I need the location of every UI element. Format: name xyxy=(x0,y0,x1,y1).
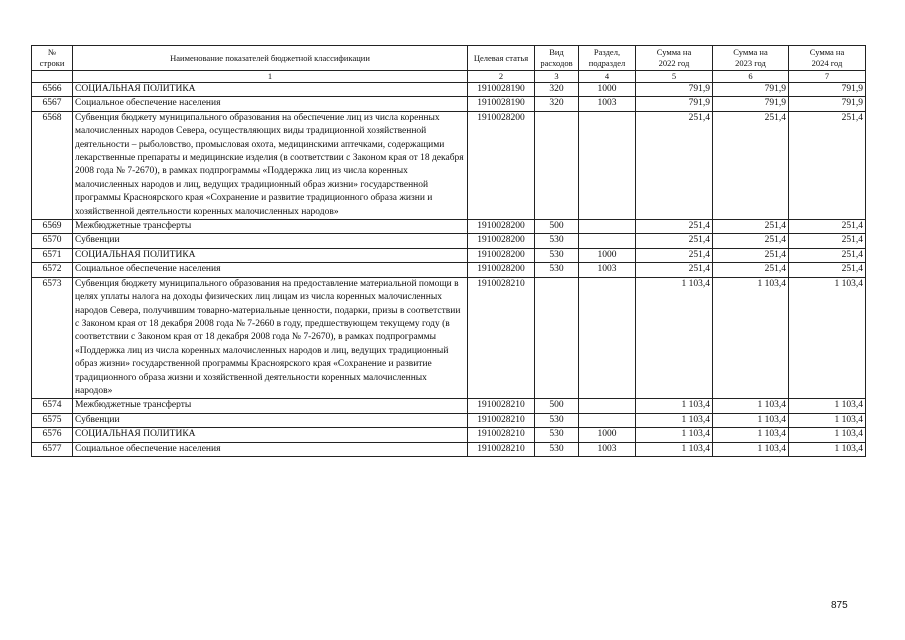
row-target: 1910028200 xyxy=(468,220,535,234)
row-name: СОЦИАЛЬНАЯ ПОЛИТИКА xyxy=(73,83,468,97)
row-target: 1910028190 xyxy=(468,97,535,111)
row-sum-2024: 1 103,4 xyxy=(789,413,866,427)
table-row xyxy=(32,263,866,277)
header-target: Целевая статья xyxy=(468,46,535,71)
row-name: Межбюджетные трансферты xyxy=(73,220,468,234)
row-sum-2023: 1 103,4 xyxy=(713,399,789,413)
header-row xyxy=(32,46,866,71)
row-kind: 530 xyxy=(535,263,579,277)
row-sum-2024: 251,4 xyxy=(789,248,866,262)
row-sum-2023: 791,9 xyxy=(713,83,789,97)
row-target: 1910028210 xyxy=(468,413,535,427)
row-sum-2024: 251,4 xyxy=(789,220,866,234)
row-kind xyxy=(535,111,579,219)
row-name: Субвенции xyxy=(73,234,468,248)
row-sum-2022: 251,4 xyxy=(636,111,713,219)
row-target: 1910028210 xyxy=(468,442,535,456)
row-sum-2024: 1 103,4 xyxy=(789,277,866,399)
table-row xyxy=(32,248,866,262)
table-body xyxy=(32,83,866,457)
row-number: 6576 xyxy=(32,428,73,442)
row-sum-2024: 251,4 xyxy=(789,111,866,219)
row-sum-2022: 1 103,4 xyxy=(636,442,713,456)
row-name: Субвенции xyxy=(73,413,468,427)
col-number: 2 xyxy=(468,71,535,83)
row-sum-2024: 1 103,4 xyxy=(789,399,866,413)
row-number: 6577 xyxy=(32,442,73,456)
row-section xyxy=(579,277,636,399)
row-target: 1910028210 xyxy=(468,428,535,442)
row-number: 6575 xyxy=(32,413,73,427)
row-sum-2022: 1 103,4 xyxy=(636,399,713,413)
header-sum-2023: Сумма на 2023 год xyxy=(713,46,789,71)
row-sum-2023: 251,4 xyxy=(713,234,789,248)
row-sum-2022: 251,4 xyxy=(636,234,713,248)
row-kind: 530 xyxy=(535,234,579,248)
row-name: Межбюджетные трансферты xyxy=(73,399,468,413)
row-number: 6569 xyxy=(32,220,73,234)
col-number: 4 xyxy=(579,71,636,83)
row-target: 1910028200 xyxy=(468,111,535,219)
row-sum-2024: 791,9 xyxy=(789,97,866,111)
row-sum-2023: 1 103,4 xyxy=(713,428,789,442)
row-sum-2023: 1 103,4 xyxy=(713,277,789,399)
row-sum-2023: 251,4 xyxy=(713,220,789,234)
col-number: 3 xyxy=(535,71,579,83)
col-number xyxy=(32,71,73,83)
row-sum-2022: 251,4 xyxy=(636,263,713,277)
row-number: 6573 xyxy=(32,277,73,399)
row-section: 1000 xyxy=(579,248,636,262)
header-kind: Вид расходов xyxy=(535,46,579,71)
row-name: Социальное обеспечение населения xyxy=(73,97,468,111)
table-row xyxy=(32,428,866,442)
table-row xyxy=(32,399,866,413)
budget-table xyxy=(31,45,866,457)
row-section: 1000 xyxy=(579,428,636,442)
col-number: 7 xyxy=(789,71,866,83)
row-sum-2024: 1 103,4 xyxy=(789,442,866,456)
row-sum-2022: 1 103,4 xyxy=(636,413,713,427)
row-target: 1910028200 xyxy=(468,234,535,248)
row-sum-2023: 251,4 xyxy=(713,263,789,277)
row-sum-2022: 251,4 xyxy=(636,220,713,234)
row-name: Субвенция бюджету муниципального образования на обеспечение лиц из числа коренных малочисленных народов Севера, осуществляющих виды традиционной хозяйственной деятельности – рыболовство, промысловая охота, медицинскими аптечками, содержащими лекарственные препараты и медицинские изделия (в соответствии с Законом края от 18 декабря 2008 года № 7-2670), в рамках подпрограммы «Поддержка лиц из числа коренных малочисленных народов и лиц, ведущих традиционный образ жизни» государственной программы Красноярского края «Сохранение и развитие традиционного образа жизни и хозяйственной деятельности коренных малочисленных народов» xyxy=(73,111,468,219)
page-number: 875 xyxy=(831,600,848,611)
table-row xyxy=(32,97,866,111)
row-number: 6574 xyxy=(32,399,73,413)
row-number: 6567 xyxy=(32,97,73,111)
row-target: 1910028190 xyxy=(468,83,535,97)
row-kind xyxy=(535,277,579,399)
row-section: 1003 xyxy=(579,263,636,277)
row-name: Социальное обеспечение населения xyxy=(73,263,468,277)
row-kind: 530 xyxy=(535,413,579,427)
col-number: 1 xyxy=(73,71,468,83)
row-number: 6570 xyxy=(32,234,73,248)
table-row xyxy=(32,220,866,234)
row-sum-2022: 1 103,4 xyxy=(636,277,713,399)
row-sum-2023: 1 103,4 xyxy=(713,413,789,427)
row-name: СОЦИАЛЬНАЯ ПОЛИТИКА xyxy=(73,428,468,442)
row-name: Социальное обеспечение населения xyxy=(73,442,468,456)
row-section: 1000 xyxy=(579,83,636,97)
row-section xyxy=(579,413,636,427)
table-row xyxy=(32,413,866,427)
row-number: 6568 xyxy=(32,111,73,219)
row-target: 1910028200 xyxy=(468,248,535,262)
row-target: 1910028200 xyxy=(468,263,535,277)
header-sum-2024: Сумма на 2024 год xyxy=(789,46,866,71)
row-kind: 320 xyxy=(535,83,579,97)
row-kind: 530 xyxy=(535,248,579,262)
row-sum-2022: 1 103,4 xyxy=(636,428,713,442)
col-number: 6 xyxy=(713,71,789,83)
row-section xyxy=(579,111,636,219)
column-number-row xyxy=(32,71,866,83)
row-name: СОЦИАЛЬНАЯ ПОЛИТИКА xyxy=(73,248,468,262)
row-number: 6571 xyxy=(32,248,73,262)
row-sum-2024: 791,9 xyxy=(789,83,866,97)
row-sum-2024: 251,4 xyxy=(789,234,866,248)
row-kind: 530 xyxy=(535,442,579,456)
row-sum-2023: 1 103,4 xyxy=(713,442,789,456)
row-sum-2022: 791,9 xyxy=(636,83,713,97)
row-kind: 530 xyxy=(535,428,579,442)
row-sum-2023: 251,4 xyxy=(713,248,789,262)
table-row xyxy=(32,83,866,97)
row-sum-2022: 791,9 xyxy=(636,97,713,111)
row-section xyxy=(579,234,636,248)
table-row xyxy=(32,111,866,219)
row-name: Субвенция бюджету муниципального образования на предоставление материальной помощи в целях уплаты налога на доходы физических лиц лицам из числа коренных малочисленных народов Севера, получившим товарно-материальные ценности, подарки, призы в соответствии с Законом края от 18 декабря 2008 года № 7-2660 в году, предшествующем текущему году (в соответствии с Законом края от 18 декабря 2008 года № 7-2670), в рамках подпрограммы «Поддержка лиц из числа коренных малочисленных народов и лиц, ведущих традиционный образ жизни» государственной программы Красноярского края «Сохранение и развитие традиционного образа жизни и хозяйственной деятельности коренных малочисленных народов» xyxy=(73,277,468,399)
row-section: 1003 xyxy=(579,442,636,456)
row-target: 1910028210 xyxy=(468,277,535,399)
row-kind: 500 xyxy=(535,399,579,413)
row-section: 1003 xyxy=(579,97,636,111)
header-section: Раздел, подраздел xyxy=(579,46,636,71)
header-sum-2022: Сумма на 2022 год xyxy=(636,46,713,71)
row-sum-2023: 251,4 xyxy=(713,111,789,219)
row-section xyxy=(579,399,636,413)
row-kind: 500 xyxy=(535,220,579,234)
table-row xyxy=(32,442,866,456)
row-sum-2023: 791,9 xyxy=(713,97,789,111)
row-sum-2024: 251,4 xyxy=(789,263,866,277)
header-row-no: № строки xyxy=(32,46,73,71)
col-number: 5 xyxy=(636,71,713,83)
table-row xyxy=(32,277,866,399)
table-row xyxy=(32,234,866,248)
row-section xyxy=(579,220,636,234)
header-name: Наименование показателей бюджетной классификации xyxy=(73,46,468,71)
row-sum-2024: 1 103,4 xyxy=(789,428,866,442)
row-target: 1910028210 xyxy=(468,399,535,413)
row-kind: 320 xyxy=(535,97,579,111)
row-number: 6572 xyxy=(32,263,73,277)
row-sum-2022: 251,4 xyxy=(636,248,713,262)
row-number: 6566 xyxy=(32,83,73,97)
